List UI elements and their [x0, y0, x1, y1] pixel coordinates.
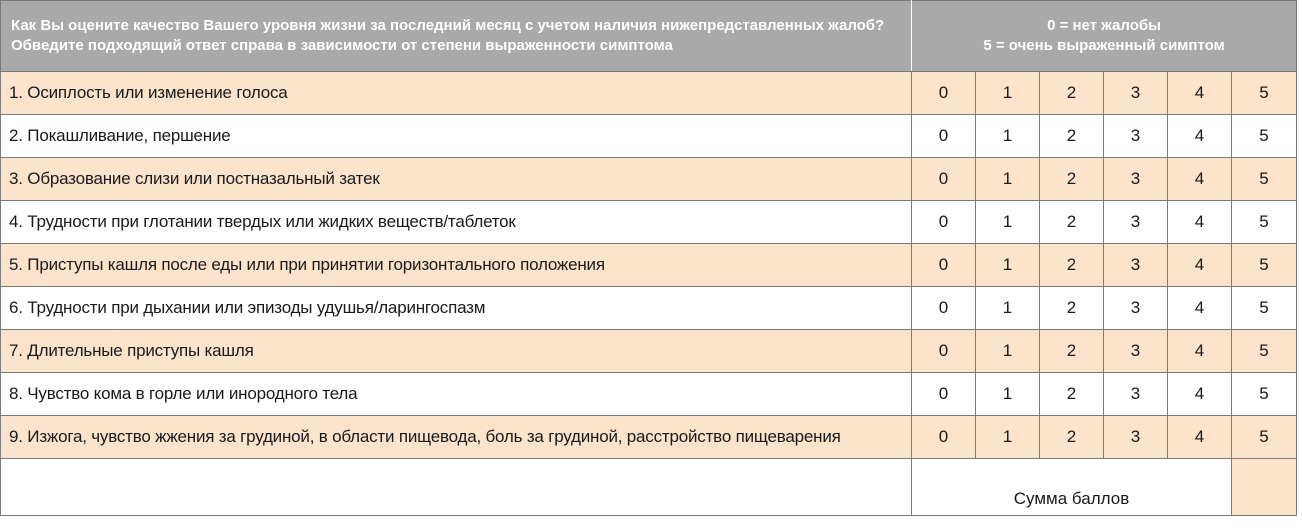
score-option-1[interactable]: 1 [976, 373, 1040, 416]
score-option-4[interactable]: 4 [1168, 416, 1232, 459]
legend-line-1: 0 = нет жалобы [1047, 17, 1161, 34]
score-option-3[interactable]: 3 [1104, 158, 1168, 201]
score-option-4[interactable]: 4 [1168, 158, 1232, 201]
question-header: Как Вы оцените качество Вашего уровня жизни за последний месяц с учетом наличия нижепредставленных жалоб? Обведите подходящий ответ справа в зависимости от степени выраженности симптома [1, 1, 912, 72]
symptom-label: 5. Приступы кашля после еды или при принятии горизонтального положения [1, 244, 912, 287]
score-option-1[interactable]: 1 [976, 287, 1040, 330]
score-option-1[interactable]: 1 [976, 201, 1040, 244]
score-option-2[interactable]: 2 [1040, 287, 1104, 330]
score-option-0[interactable]: 0 [912, 244, 976, 287]
score-option-4[interactable]: 4 [1168, 201, 1232, 244]
score-option-2[interactable]: 2 [1040, 115, 1104, 158]
symptom-row [1, 287, 1297, 330]
score-option-3[interactable]: 3 [1104, 201, 1168, 244]
score-option-1[interactable]: 1 [976, 72, 1040, 115]
score-option-3[interactable]: 3 [1104, 244, 1168, 287]
symptom-label: 7. Длительные приступы кашля [1, 330, 912, 373]
symptom-label: 2. Покашливание, першение [1, 115, 912, 158]
score-option-5[interactable]: 5 [1232, 330, 1297, 373]
symptom-label: 9. Изжога, чувство жжения за грудиной, в области пищевода, боль за грудиной, расстройство пищеварения [1, 416, 912, 459]
score-option-1[interactable]: 1 [976, 115, 1040, 158]
score-option-3[interactable]: 3 [1104, 72, 1168, 115]
score-option-1[interactable]: 1 [976, 330, 1040, 373]
score-option-5[interactable]: 5 [1232, 373, 1297, 416]
sum-value-cell[interactable] [1232, 459, 1297, 516]
symptom-row [1, 373, 1297, 416]
score-option-1[interactable]: 1 [976, 158, 1040, 201]
score-option-1[interactable]: 1 [976, 416, 1040, 459]
score-option-3[interactable]: 3 [1104, 287, 1168, 330]
score-option-5[interactable]: 5 [1232, 201, 1297, 244]
symptom-row [1, 330, 1297, 373]
score-option-2[interactable]: 2 [1040, 244, 1104, 287]
score-option-4[interactable]: 4 [1168, 115, 1232, 158]
sum-row-spacer [1, 459, 912, 516]
sum-row [1, 459, 1297, 516]
score-option-5[interactable]: 5 [1232, 72, 1297, 115]
score-option-2[interactable]: 2 [1040, 416, 1104, 459]
score-option-2[interactable]: 2 [1040, 158, 1104, 201]
symptom-row [1, 158, 1297, 201]
symptom-row [1, 416, 1297, 459]
symptom-row [1, 72, 1297, 115]
score-option-4[interactable]: 4 [1168, 287, 1232, 330]
score-option-3[interactable]: 3 [1104, 330, 1168, 373]
legend-line-2: 5 = очень выраженный симптом [983, 37, 1225, 54]
score-option-3[interactable]: 3 [1104, 115, 1168, 158]
symptom-row [1, 201, 1297, 244]
score-option-2[interactable]: 2 [1040, 330, 1104, 373]
score-option-3[interactable]: 3 [1104, 373, 1168, 416]
score-option-1[interactable]: 1 [976, 244, 1040, 287]
score-option-5[interactable]: 5 [1232, 115, 1297, 158]
symptom-label: 4. Трудности при глотании твердых или жидких веществ/таблеток [1, 201, 912, 244]
symptom-label: 6. Трудности при дыхании или эпизоды удушья/ларингоспазм [1, 287, 912, 330]
header-row [1, 1, 1297, 72]
score-option-3[interactable]: 3 [1104, 416, 1168, 459]
score-option-5[interactable]: 5 [1232, 416, 1297, 459]
score-option-5[interactable]: 5 [1232, 244, 1297, 287]
score-option-0[interactable]: 0 [912, 416, 976, 459]
score-option-4[interactable]: 4 [1168, 244, 1232, 287]
scale-legend [912, 1, 1297, 72]
score-option-0[interactable]: 0 [912, 330, 976, 373]
symptom-label: 1. Осиплость или изменение голоса [1, 72, 912, 115]
score-option-4[interactable]: 4 [1168, 72, 1232, 115]
score-option-2[interactable]: 2 [1040, 373, 1104, 416]
score-option-4[interactable]: 4 [1168, 330, 1232, 373]
score-option-0[interactable]: 0 [912, 287, 976, 330]
score-option-2[interactable]: 2 [1040, 201, 1104, 244]
score-option-0[interactable]: 0 [912, 201, 976, 244]
symptom-label: 3. Образование слизи или постназальный затек [1, 158, 912, 201]
score-option-2[interactable]: 2 [1040, 72, 1104, 115]
score-option-0[interactable]: 0 [912, 373, 976, 416]
score-option-4[interactable]: 4 [1168, 373, 1232, 416]
symptom-row [1, 115, 1297, 158]
score-option-5[interactable]: 5 [1232, 287, 1297, 330]
symptom-label: 8. Чувство кома в горле или инородного тела [1, 373, 912, 416]
score-option-0[interactable]: 0 [912, 115, 976, 158]
score-option-0[interactable]: 0 [912, 158, 976, 201]
score-option-0[interactable]: 0 [912, 72, 976, 115]
score-option-5[interactable]: 5 [1232, 158, 1297, 201]
sum-label: Сумма баллов [912, 459, 1232, 516]
symptom-row [1, 244, 1297, 287]
